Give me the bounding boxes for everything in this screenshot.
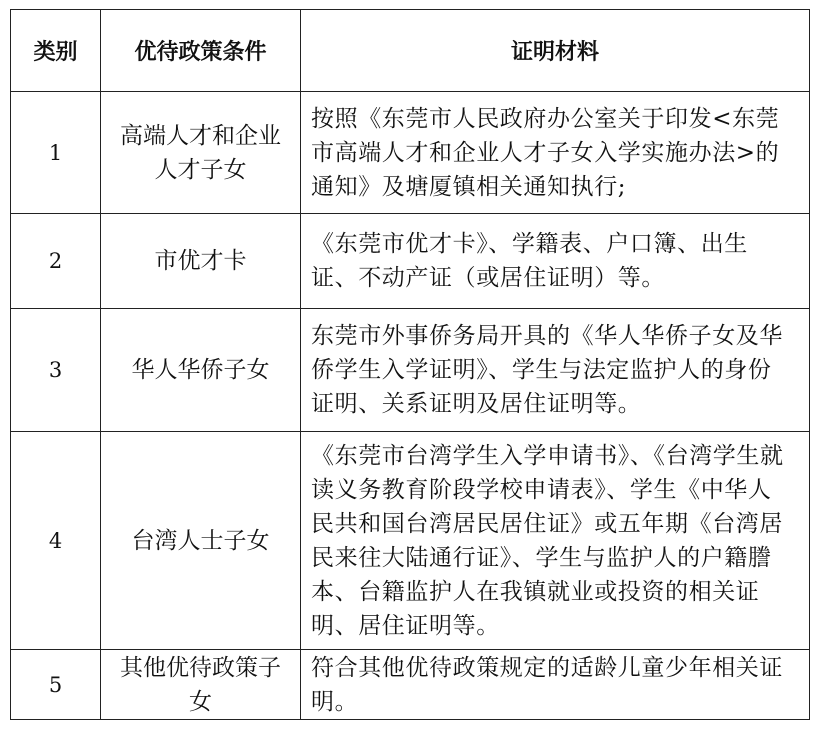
header-material: 证明材料: [301, 10, 810, 92]
category-cell: 4: [11, 432, 101, 650]
table-row: [11, 214, 810, 309]
header-category: 类别: [11, 10, 101, 92]
material-cell: 东莞市外事侨务局开具的《华人华侨子女及华侨学生入学证明》、学生与法定监护人的身份证明、关系证明及居住证明等。: [301, 309, 810, 432]
condition-cell: 高端人才和企业人才子女: [101, 92, 301, 214]
material-cell: 按照《东莞市人民政府办公室关于印发<东莞市高端人才和企业人才子女入学实施办法>的通知》及塘厦镇相关通知执行;: [301, 92, 810, 214]
condition-cell: 华人华侨子女: [101, 309, 301, 432]
material-cell: 符合其他优待政策规定的适龄儿童少年相关证明。: [301, 650, 810, 720]
material-cell: 《东莞市优才卡》、学籍表、户口簿、出生证、不动产证（或居住证明）等。: [301, 214, 810, 309]
category-cell: 2: [11, 214, 101, 309]
category-cell: 1: [11, 92, 101, 214]
table-row: [11, 92, 810, 214]
category-cell: 3: [11, 309, 101, 432]
policy-table: [10, 9, 810, 720]
category-cell: 5: [11, 650, 101, 720]
table-header-row: [11, 10, 810, 92]
table-row: [11, 432, 810, 650]
table-row: [11, 309, 810, 432]
condition-cell: 台湾人士子女: [101, 432, 301, 650]
condition-cell: 其他优待政策子女: [101, 650, 301, 720]
header-condition: 优待政策条件: [101, 10, 301, 92]
table-row: [11, 650, 810, 720]
material-cell: 《东莞市台湾学生入学申请书》、《台湾学生就读义务教育阶段学校申请表》、学生《中华人民共和国台湾居民居住证》或五年期《台湾居民来往大陆通行证》、学生与监护人的户籍謄本、台籍监护人在我镇就业或投资的相关证明、居住证明等。: [301, 432, 810, 650]
condition-cell: 市优才卡: [101, 214, 301, 309]
